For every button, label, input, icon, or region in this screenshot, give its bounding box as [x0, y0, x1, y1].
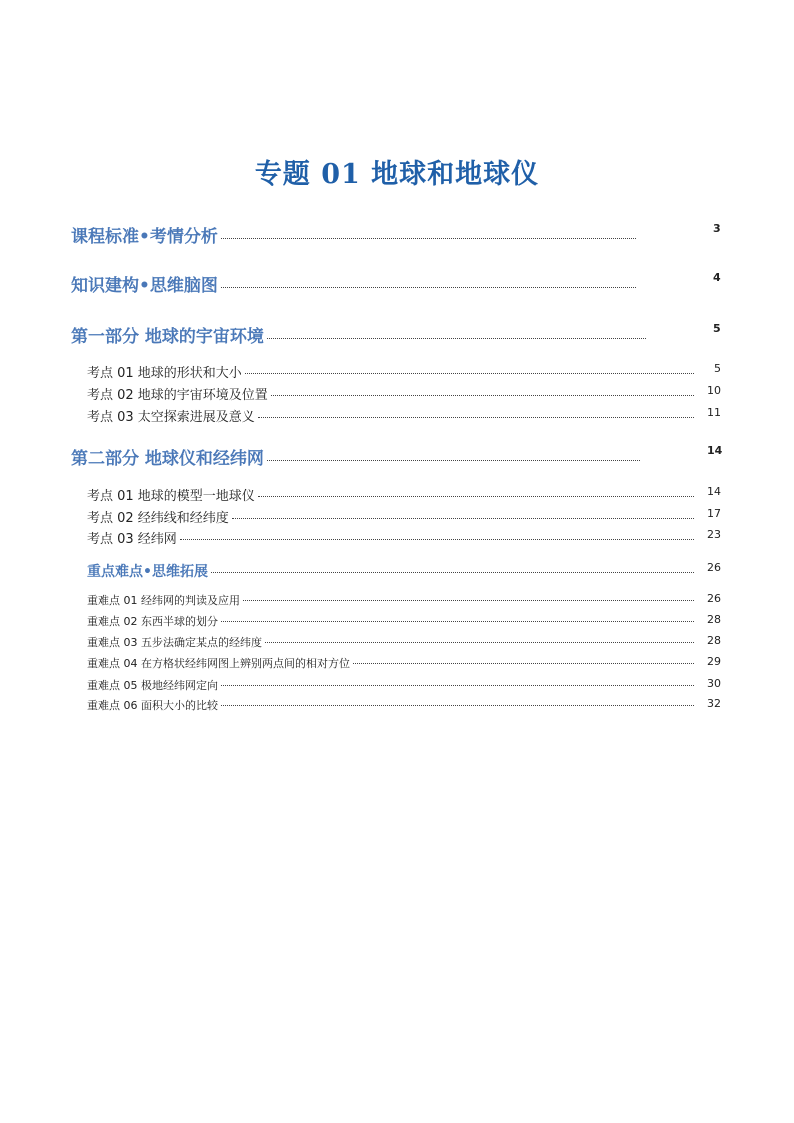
toc-leader — [265, 642, 694, 643]
toc-page-number: 11 — [707, 406, 721, 419]
toc-entry-mindmap[interactable] — [71, 271, 721, 296]
toc-leader — [221, 287, 636, 288]
toc-entry-point[interactable] — [87, 384, 721, 403]
toc-page-number: 30 — [707, 677, 721, 690]
toc-label: 重难点 04 在方格状经纬网图上辨别两点间的相对方位 — [87, 657, 350, 670]
toc-entry-difficulty[interactable] — [87, 634, 721, 650]
toc-page-number: 14 — [707, 485, 721, 498]
toc-entry-point[interactable] — [87, 507, 721, 526]
toc-leader — [221, 705, 694, 706]
toc-leader — [267, 338, 646, 339]
toc-label: 考点 03 经纬网 — [87, 532, 177, 547]
toc-page-number: 5 — [713, 322, 721, 335]
toc-label: 考点 02 经纬线和经纬度 — [87, 511, 229, 526]
toc-label: 重难点 01 经纬网的判读及应用 — [87, 594, 240, 607]
toc-entry-point[interactable] — [87, 485, 721, 504]
toc-entry-curriculum[interactable] — [71, 222, 721, 247]
toc-page-number: 32 — [707, 697, 721, 710]
toc-page-number: 10 — [707, 384, 721, 397]
toc-page-number: 17 — [707, 507, 721, 520]
toc-label: 第二部分 地球仪和经纬网 — [71, 449, 264, 469]
toc-leader — [353, 663, 694, 664]
toc-label: 重难点 05 极地经纬网定向 — [87, 679, 218, 692]
toc-entry-difficulty[interactable] — [87, 592, 721, 608]
toc-label: 考点 03 太空探索进展及意义 — [87, 410, 255, 425]
toc-leader — [232, 518, 694, 519]
toc-entry-point[interactable] — [87, 406, 721, 425]
toc-entry-key-points[interactable] — [87, 561, 721, 581]
toc-leader — [245, 373, 694, 374]
toc-label: 考点 01 地球的形状和大小 — [87, 366, 242, 381]
toc-page-number: 23 — [707, 528, 721, 541]
toc-leader — [267, 460, 640, 461]
toc-label: 重难点 03 五步法确定某点的经纬度 — [87, 636, 262, 649]
toc-label: 重难点 06 面积大小的比较 — [87, 699, 218, 712]
page-title: 专题 01 地球和地球仪 — [254, 159, 540, 190]
toc-page-number: 26 — [707, 592, 721, 605]
toc-label: 知识建构•思维脑图 — [71, 276, 218, 296]
toc-page-number: 14 — [707, 444, 723, 457]
toc-leader — [221, 238, 636, 239]
toc-leader — [243, 600, 694, 601]
toc-page-number: 29 — [707, 655, 721, 668]
toc-page-number: 3 — [713, 222, 721, 235]
toc-entry-difficulty[interactable] — [87, 655, 721, 671]
toc-leader — [258, 496, 694, 497]
toc-entry-difficulty[interactable] — [87, 677, 721, 693]
toc-label: 重点难点•思维拓展 — [87, 564, 208, 580]
toc-leader — [221, 621, 694, 622]
toc-leader — [180, 539, 694, 540]
toc-entry-difficulty[interactable] — [87, 697, 721, 713]
toc-entry-difficulty[interactable] — [87, 613, 721, 629]
toc-leader — [211, 572, 694, 573]
toc-label: 第一部分 地球的宇宙环境 — [71, 327, 264, 347]
toc-entry-point[interactable] — [87, 362, 721, 381]
toc-label: 课程标准•考情分析 — [71, 227, 218, 247]
toc-page-number: 28 — [707, 634, 721, 647]
toc-page-number: 26 — [707, 561, 721, 574]
toc-leader — [221, 685, 694, 686]
toc-entry-point[interactable] — [87, 528, 721, 547]
toc-label: 考点 01 地球的模型一地球仪 — [87, 489, 255, 504]
toc-leader — [271, 395, 694, 396]
toc-entry-part-one[interactable] — [71, 322, 721, 347]
toc-label: 重难点 02 东西半球的划分 — [87, 615, 218, 628]
toc-entry-part-two[interactable] — [71, 444, 723, 469]
toc-page-number: 4 — [713, 271, 721, 284]
toc-page-number: 28 — [707, 613, 721, 626]
toc-page-number: 5 — [714, 362, 721, 375]
toc-leader — [258, 417, 694, 418]
toc-label: 考点 02 地球的宇宙环境及位置 — [87, 388, 268, 403]
